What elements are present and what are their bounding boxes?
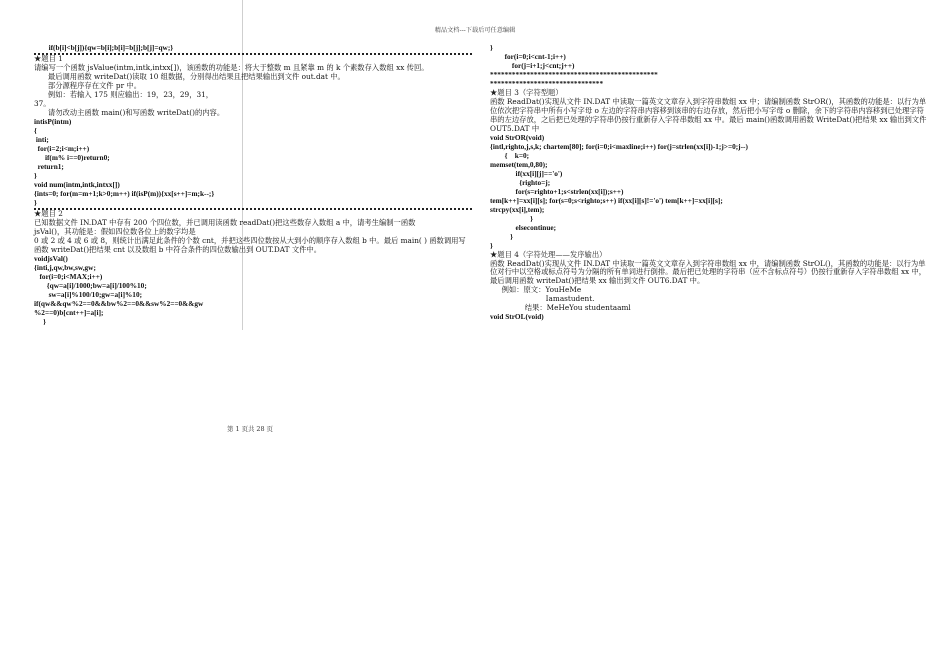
left-line: {ints=0; for(m=m+1;k>0;m++) if(isP(m)){xx[s++]=m;k--;}: [34, 189, 215, 198]
left-line: }: [34, 316, 47, 326]
right-line: }: [490, 240, 493, 250]
left-line: 请勿改动主函数 main()和写函数 writeDat()的内容。: [34, 108, 225, 117]
left-line: jsVal()，其功能是：假如四位数各位上的数字均是: [34, 227, 196, 236]
right-line: for(s=righto+1;s<strlen(xx[i]);s++): [490, 186, 624, 196]
left-line: {inti,j,qw,bw,sw,gw;: [34, 262, 96, 272]
left-line: {qw=a[i]/1000;bw=a[i]/100%10;: [34, 280, 147, 290]
right-line: {righto=j;: [490, 177, 551, 187]
right-line: **********************************************: [490, 70, 658, 79]
right-line: if(xx[i][j]=='o'): [490, 168, 563, 178]
left-line: 0 或 2 或 4 或 6 或 8，则统计出满足此条件的个数 cnt，并把这些四位数按从大到小的顺序存入数组 b 中。最后 main( ) 函数调用写函数 writeDat()把结果 cnt 以及数组 b 中符合条件的四位数输出到 OUT.DAT 文件中。: [34, 236, 466, 254]
left-line: %2==0)b[cnt++]=a[i];: [34, 307, 104, 317]
right-line: }: [490, 43, 493, 52]
right-line: Iamastudent.: [490, 294, 595, 304]
right-line: 例如：原文：YouHeMe: [490, 285, 582, 295]
right-line: *******************************: [490, 79, 604, 88]
right-line: void StrOR(void): [490, 132, 545, 142]
right-line: { k=0;: [490, 150, 530, 160]
left-line: 部分源程序存在文件 pr 中。: [34, 81, 141, 90]
left-line: inti;: [34, 135, 49, 144]
page-footer: 第 1 页共 28 页: [227, 425, 273, 433]
left-line: if(qw&&qw%2==0&&bw%2==0&&sw%2==0&&gw: [34, 298, 204, 308]
left-line: {: [34, 126, 37, 135]
left-line: return1;: [34, 162, 64, 171]
right-line: tem[k++]=xx[i][s]; for(s=0;s<righto;s++) if(xx[i][s]!='o') tem[k++]=xx[i][s];: [490, 195, 723, 205]
left-line: ★题目 2: [34, 209, 63, 218]
left-line: }: [34, 171, 37, 180]
right-line: 结果：MeHeYou studentaaml: [490, 303, 631, 313]
left-line: 例如：若输入 175 则应输出：19，23，29，31，: [34, 90, 214, 99]
right-line: ★题目 4（字符处理——发序输出）: [490, 249, 607, 259]
left-line: voidjsVal(): [34, 253, 68, 263]
right-line: 函数 ReadDat()实现从文件 IN.DAT 中读取一篇英文文章存入到字符串数组 xx 中，请编制函数 StrOL()，其函数的功能是：以行为单位对行中以空格或标点符号为分隔的所有单词进行倒排。最后把已处理的字符串（应不含标点符号）仍按行重新存入字符串数组 xx 中，最后调用函数 writeDat()把结果 xx 输出到文件 OUT6.DAT 中。: [490, 258, 927, 286]
left-line: 请编写一个函数 jsValue(intm,intk,intxx[])，该函数的功能是：将大于整数 m 且紧靠 m 的 k 个素数存入数组 xx 传回。: [34, 63, 429, 72]
right-line: }: [490, 213, 534, 223]
left-column: [34, 44, 472, 327]
left-line: ★题目 1: [34, 54, 63, 63]
left-line: void num(intm,intk,intxx[]): [34, 180, 120, 189]
left-line: for(i=2;i<m;i++): [34, 144, 90, 153]
right-line: ★题目 3（字符型题）: [490, 88, 563, 97]
right-line: for(j=i+1;j<cnt;j++): [490, 61, 575, 70]
left-line: 已知数据文件 IN.DAT 中存有 200 个四位数，并已调用读函数 readDat()把这些数存入数组 a 中，请考生编制一函数: [34, 218, 416, 227]
left-line: for(i=0;i<MAX;i++): [34, 271, 103, 281]
left-line: if(b[i]<b[j]){qw=b[i];b[i]=b[j];b[j]=qw;}: [34, 44, 472, 55]
left-line: 37。: [34, 99, 51, 108]
left-line: }: [34, 199, 472, 210]
right-line: elsecontinue;: [490, 222, 557, 232]
left-line: if(m% i==0)return0;: [34, 153, 110, 162]
page-header: 精品文档---下载后可任意编辑: [434, 27, 516, 34]
right-line: strcpy(xx[i],tem);: [490, 204, 545, 214]
right-line: memset(tem,0,80);: [490, 159, 548, 169]
right-line: {intl,righto,j,s,k; chartem[80]; for(i=0;i<maxline;i++) for(j=strlen(xx[i])-1;j>=0;j--): [490, 141, 748, 151]
left-line: 最后调用函数 writeDat()读取 10 组数据，分别得出结果且把结果输出到文件 out.dat 中。: [34, 72, 345, 81]
right-line: for(i=0;i<cnt-1;i++): [490, 52, 566, 61]
right-line: 函数 ReadDat()实现从文件 IN.DAT 中读取一篇英文文章存入到字符串数组 xx 中；请编制函数 StrOR()，其函数的功能是：以行为单位依次把字符串中所有小写字母 o 左边的字符串内容移到该串的右边存放，然后把小写字母 o 删除，余下的字符串内容移到已处理字符串的左边存放，之后把已处理的字符串仍按行重新存入字符串数组 xx 中。最后 main()函数调用函数 WriteDat()把结果 xx 输出到文件 OUT5.DAT 中: [490, 97, 929, 133]
left-line: intisP(intm): [34, 117, 72, 126]
left-line: sw=a[i]%100/10;gw=a[i]%10;: [34, 289, 143, 299]
right-column: [490, 44, 930, 322]
right-line: void StrOL(void): [490, 312, 544, 322]
right-line: }: [490, 231, 513, 241]
